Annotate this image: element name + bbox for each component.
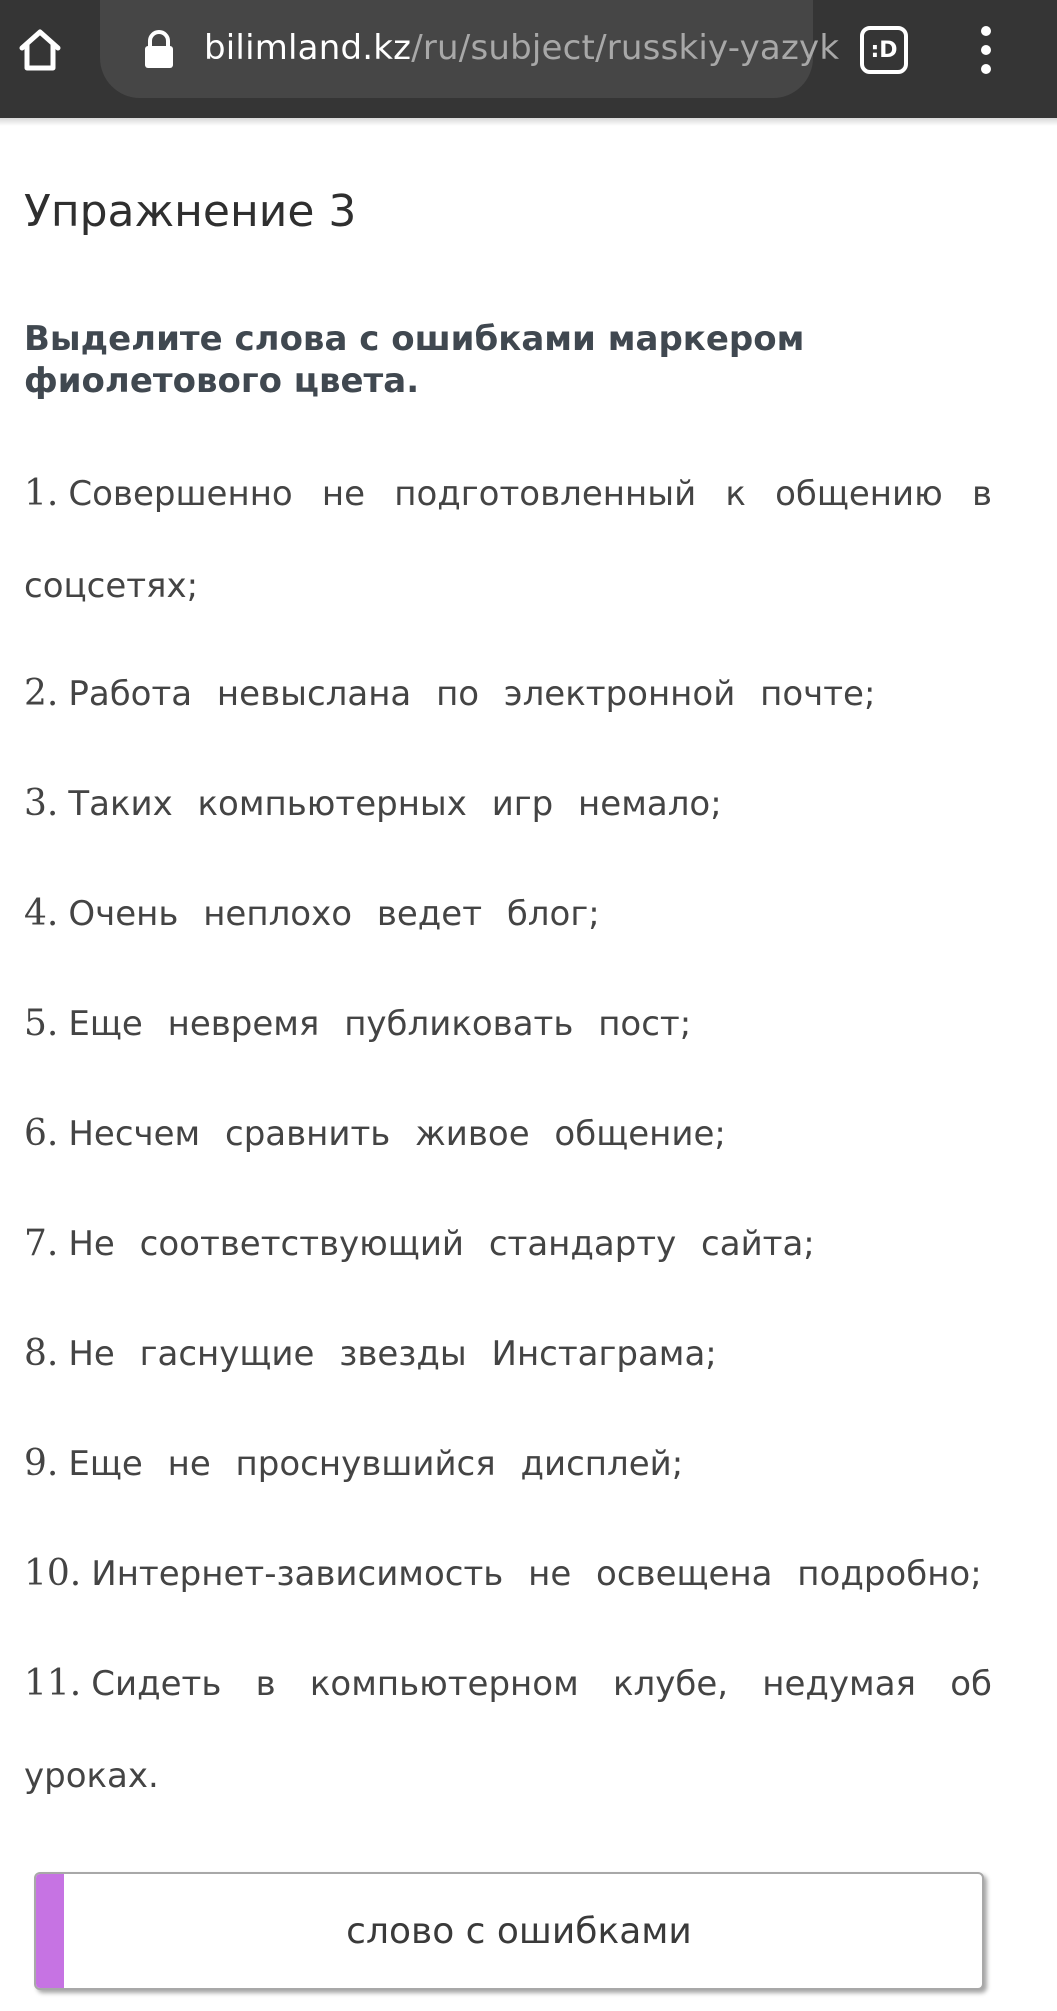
exercise-item[interactable]	[24, 648, 992, 740]
item-number: 1.	[24, 473, 59, 514]
tab-switcher-button[interactable]: :D	[860, 26, 908, 74]
home-icon	[16, 26, 64, 74]
item-text[interactable]: Совершенно не подготовленный к общению в соцсетях;	[24, 474, 992, 606]
menu-dot	[981, 64, 991, 74]
exercise-instruction: Выделите слова с ошибками маркером фиолетового цвета.	[24, 319, 805, 401]
item-number: 9.	[24, 1443, 59, 1484]
exercise-item[interactable]	[24, 1418, 992, 1510]
url-host: bilimland.kz	[204, 28, 412, 68]
menu-dot	[981, 45, 991, 55]
exercise-title: Упражнение 3	[24, 186, 357, 237]
address-bar[interactable]	[100, 0, 840, 98]
item-number: 7.	[24, 1223, 59, 1264]
item-text[interactable]: Работа невыслана по электронной почте;	[68, 674, 876, 714]
exercise-item[interactable]	[24, 1088, 992, 1180]
item-number: 2.	[24, 673, 59, 714]
exercise-item[interactable]	[24, 1198, 992, 1290]
browser-toolbar	[0, 0, 1057, 118]
url-text[interactable]	[204, 28, 839, 68]
item-text[interactable]: Не соответствующий стандарту сайта;	[68, 1224, 815, 1264]
exercise-item[interactable]	[24, 1638, 992, 1822]
item-text[interactable]: Еще невремя публиковать пост;	[68, 1004, 692, 1044]
exercise-item[interactable]	[24, 758, 992, 850]
item-number: 4.	[24, 893, 59, 934]
item-number: 8.	[24, 1333, 59, 1374]
url-path: /ru/subject/russkiy-yazyk	[411, 28, 840, 68]
toolbar-shadow	[0, 118, 1057, 126]
item-number: 10.	[24, 1553, 82, 1594]
item-text[interactable]: Не гаснущие звезды Инстаграма;	[68, 1334, 717, 1374]
exercise-item[interactable]	[24, 1528, 992, 1620]
item-number: 6.	[24, 1113, 59, 1154]
home-button[interactable]	[12, 22, 68, 78]
item-text[interactable]: Интернет-зависимость не освещена подробно;	[91, 1554, 982, 1594]
exercise-item[interactable]	[24, 1308, 992, 1400]
menu-dot	[981, 26, 991, 36]
exercise-item[interactable]	[24, 868, 992, 960]
item-text[interactable]: Очень неплохо ведет блог;	[68, 894, 600, 934]
error-word-marker-button[interactable]	[34, 1872, 984, 1990]
marker-label: слово с ошибками	[346, 1910, 692, 1952]
item-number: 3.	[24, 783, 59, 824]
exercise-item[interactable]	[24, 448, 992, 632]
item-number: 11.	[24, 1663, 82, 1704]
item-text[interactable]: Таких компьютерных игр немало;	[68, 784, 722, 824]
item-text[interactable]: Сидеть в компьютерном клубе, недумая об уроках.	[24, 1664, 992, 1796]
marker-color-swatch	[36, 1874, 64, 1988]
item-number: 5.	[24, 1003, 59, 1044]
more-vert-icon[interactable]	[968, 22, 1004, 78]
exercise-item[interactable]	[24, 978, 992, 1070]
item-text[interactable]: Несчем сравнить живое общение;	[68, 1114, 726, 1154]
item-text[interactable]: Еще не проснувшийся дисплей;	[68, 1444, 684, 1484]
lock-icon	[142, 30, 176, 70]
